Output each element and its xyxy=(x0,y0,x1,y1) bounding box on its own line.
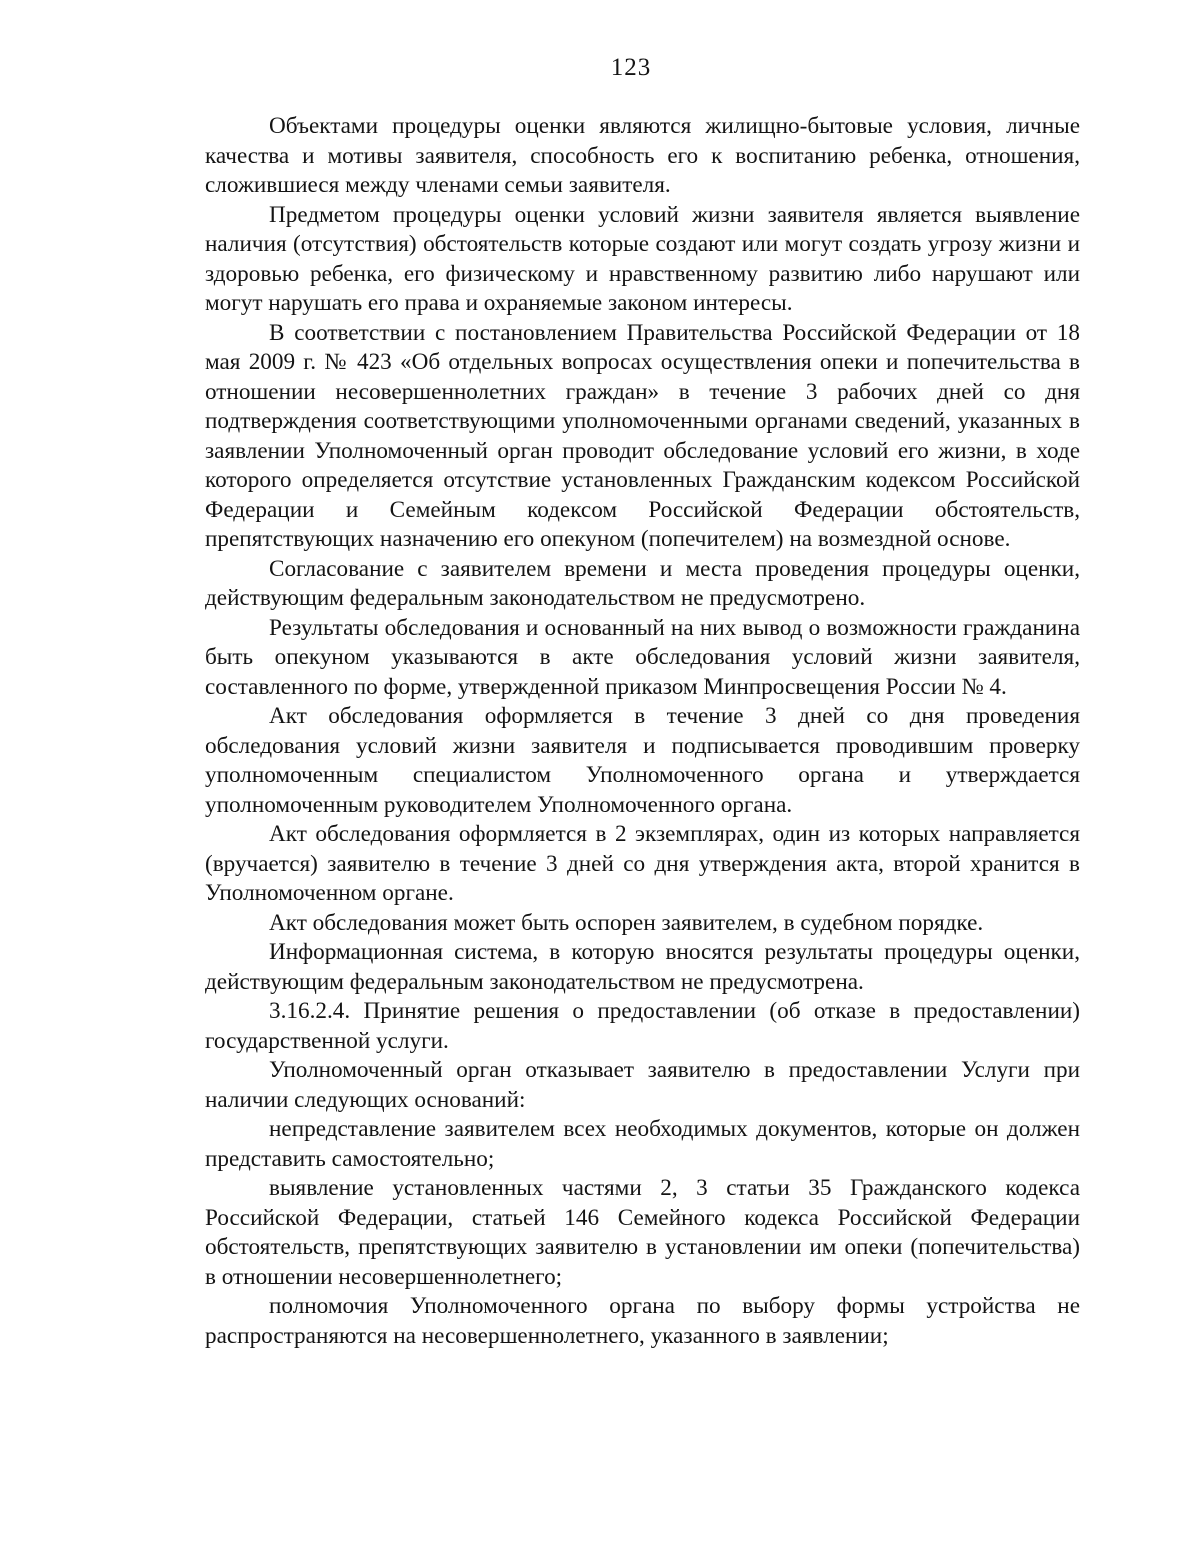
paragraph-evaluation-objects: Объектами процедуры оценки являются жилищно-бытовые условия, личные качества и мотивы заявителя, способность его к воспитанию ребенка, отношения, сложившиеся между членами семьи заявителя. xyxy=(205,113,1080,198)
paragraph-act-copies: Акт обследования оформляется в 2 экземплярах, один из которых направляется (вручается) заявителю в течение 3 дней со дня утверждения акта, второй хранится в Уполномоченном органе. xyxy=(205,821,1080,906)
paragraph-act-appeal: Акт обследования может быть оспорен заявителем, в судебном порядке. xyxy=(269,909,984,936)
paragraph-inspection-results: Результаты обследования и основанный на них вывод о возможности гражданина быть опекуном указываются в акте обследования условий жизни заявителя, составленного по форме, утвержденной приказом Минпросвещения России № 4. xyxy=(205,614,1080,700)
paragraph-information-system: Информационная система, в которую вносятся результаты процедуры оценки, действующим федеральным законодательством не предусмотрена. xyxy=(205,939,1080,995)
paragraph-obstacle-circumstances: выявление установленных частями 2, 3 статьи 35 Гражданского кодекса Российской Федерации, статьей 146 Семейного кодекса Российской Федерации обстоятельств, препятствующих заявителю в установлении им опеки (попечительства) в отношении несовершеннолетнего; xyxy=(205,1175,1080,1290)
paragraph-act-preparation: Акт обследования оформляется в течение 3 дней со дня проведения обследования условий жизни заявителя и подписывается проводившим проверку уполномоченным специалистом Уполномоченного органа и утверждается уполномоченным руководителем Уполномоченного органа. xyxy=(205,703,1080,818)
page-number: 123 xyxy=(610,54,652,81)
paragraph-government-decree: В соответствии с постановлением Правительства Российской Федерации от 18 мая 2009 г. № 423 «Об отдельных вопросах осуществления опеки и попечительства в отношении несовершеннолетних граждан» в течение 3 рабочих дней со дня подтверждения соответствующими уполномоченными органами сведений, указанных в заявлении Уполномоченный орган проводит обследование условий его жизни, в ходе которого определяется отсутствие установленных Гражданским кодексом Российской Федерации и Семейным кодексом Российской Федерации обстоятельств, препятствующих назначению его опекуном (попечителем) на возмездной основе. xyxy=(205,319,1080,552)
paragraph-authority-scope: полномочия Уполномоченного органа по выбору формы устройства не распространяются на несовершеннолетнего, указанного в заявлении; xyxy=(205,1293,1080,1349)
document-body xyxy=(205,112,1080,1351)
paragraph-refusal-grounds: Уполномоченный орган отказывает заявителю в предоставлении Услуги при наличии следующих оснований: xyxy=(205,1057,1080,1113)
paragraph-time-place-agreement: Согласование с заявителем времени и места проведения процедуры оценки, действующим федеральным законодательством не предусмотрено. xyxy=(205,555,1080,611)
paragraph-evaluation-subject: Предметом процедуры оценки условий жизни заявителя является выявление наличия (отсутствия) обстоятельств которые создают или могут создать угрозу жизни и здоровью ребенка, его физическому и нравственному развитию либо нарушают или могут нарушать его права и охраняемые законом интересы. xyxy=(205,201,1080,316)
paragraph-section-3-16-2-4: 3.16.2.4. Принятие решения о предоставлении (об отказе в предоставлении) государственной услуги. xyxy=(205,998,1080,1054)
paragraph-missing-documents: непредставление заявителем всех необходимых документов, которые он должен представить самостоятельно; xyxy=(205,1116,1080,1172)
